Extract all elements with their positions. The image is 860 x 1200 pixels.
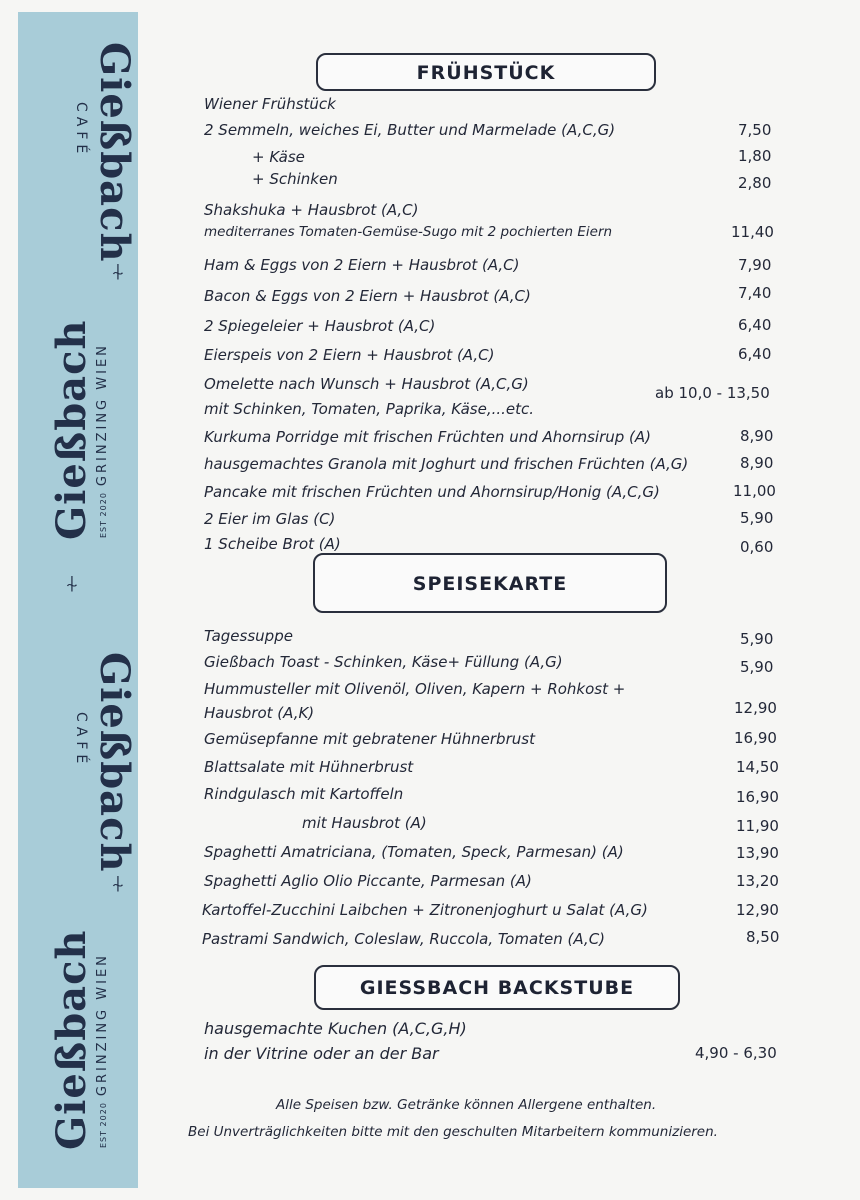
menu-price: 5,90 — [740, 658, 774, 676]
menu-item: Tagessuppe — [204, 627, 293, 645]
logo-cafe-label: CAFÉ — [73, 712, 89, 769]
menu-price: 1,80 — [738, 147, 772, 165]
menu-price: 13,20 — [736, 872, 779, 890]
menu-price: 12,90 — [736, 901, 779, 919]
logo-cafe-label: CAFÉ — [73, 102, 89, 159]
menu-price: 6,40 — [738, 316, 772, 334]
section-title: FRÜHSTÜCK — [416, 62, 556, 84]
logo-location: GRINZING WIEN — [95, 343, 110, 487]
allergen-note-2: Bei Unverträglichkeiten bitte mit den geschulten Mitarbeitern kommunizieren. — [188, 1124, 718, 1140]
menu-price: 11,90 — [736, 817, 779, 835]
menu-item: Eierspeis von 2 Eiern + Hausbrot (A,C) — [204, 346, 495, 364]
allergen-note: Alle Speisen bzw. Getränke können Allergene enthalten. — [276, 1097, 657, 1113]
menu-price: 5,90 — [740, 630, 774, 648]
logo-brand: Gießbach — [91, 652, 138, 873]
menu-item: Ham & Eggs von 2 Eiern + Hausbrot (A,C) — [204, 256, 520, 274]
menu-price: 8,50 — [746, 928, 780, 946]
menu-price: 8,90 — [740, 454, 774, 472]
menu-price: 5,90 — [740, 509, 774, 527]
menu-price: 4,90 - 6,30 — [695, 1044, 777, 1062]
menu-price: 7,90 — [738, 256, 772, 274]
section-title: GIESSBACH BACKSTUBE — [359, 977, 635, 999]
tree-icon: ⍭ — [111, 872, 125, 897]
menu-item: Hausbrot (A,K) — [204, 704, 315, 722]
menu-item: Shakshuka + Hausbrot (A,C) — [204, 201, 419, 219]
menu-item: hausgemachtes Granola mit Joghurt und frischen Früchten (A,G) — [204, 455, 689, 473]
menu-item: Omelette nach Wunsch + Hausbrot (A,C,G) — [204, 375, 529, 393]
menu-item: + Käse — [252, 148, 305, 166]
section-title: SPEISEKARTE — [412, 573, 568, 595]
menu-item: 2 Semmeln, weiches Ei, Butter und Marmelade (A,C,G) — [204, 121, 616, 139]
menu-price: 16,90 — [734, 729, 777, 747]
menu-item: Pancake mit frischen Früchten und Ahornsirup/Honig (A,C,G) — [204, 483, 660, 501]
menu-item: Blattsalate mit Hühnerbrust — [204, 758, 414, 776]
tree-icon: ⍭ — [111, 260, 125, 285]
menu-price: 6,40 — [738, 345, 772, 363]
menu-item: mediterranes Tomaten-Gemüse-Sugo mit 2 pochierten Eiern — [204, 224, 613, 240]
menu-price: 7,40 — [738, 284, 772, 302]
logo-est: EST 2020 — [99, 1102, 108, 1148]
menu-item: Spaghetti Amatriciana, (Tomaten, Speck, Parmesan) (A) — [204, 843, 624, 861]
menu-item: Gemüsepfanne mit gebratener Hühnerbrust — [204, 730, 535, 748]
menu-item: in der Vitrine oder an der Bar — [204, 1044, 439, 1063]
menu-item: Spaghetti Aglio Olio Piccante, Parmesan (A) — [204, 872, 532, 890]
tree-icon: ⍭ — [65, 572, 79, 597]
menu-item: Rindgulasch mit Kartoffeln — [204, 785, 404, 803]
menu-item: mit Schinken, Tomaten, Paprika, Käse,...etc. — [204, 400, 535, 418]
menu-price: 0,60 — [740, 538, 774, 556]
menu-price: 8,90 — [740, 427, 774, 445]
menu-item: Gießbach Toast - Schinken, Käse+ Füllung (A,G) — [204, 653, 563, 671]
logo-est: EST 2020 — [99, 492, 108, 538]
logo-brand: Gießbach — [48, 929, 95, 1150]
menu-price: 16,90 — [736, 788, 779, 806]
menu-item: Pastrami Sandwich, Coleslaw, Ruccola, Tomaten (A,C) — [202, 930, 606, 948]
menu-price: 11,00 — [733, 482, 776, 500]
menu-item: hausgemachte Kuchen (A,C,G,H) — [204, 1019, 467, 1038]
menu-item: Wiener Frühstück — [204, 95, 336, 113]
menu-price: 14,50 — [736, 758, 779, 776]
menu-item: + Schinken — [252, 170, 338, 188]
section-header-speisekarte — [313, 553, 667, 613]
menu-item: mit Hausbrot (A) — [302, 814, 427, 832]
logo-brand: Gießbach — [91, 42, 138, 263]
menu-item: 1 Scheibe Brot (A) — [204, 535, 341, 553]
section-header-fruehstueck — [316, 53, 656, 91]
menu-price: ab 10,0 - 13,50 — [655, 384, 770, 402]
menu-item: Bacon & Eggs von 2 Eiern + Hausbrot (A,C) — [204, 287, 531, 305]
menu-price: 2,80 — [738, 174, 772, 192]
menu-item: Kartoffel-Zucchini Laibchen + Zitronenjoghurt u Salat (A,G) — [202, 901, 648, 919]
menu-item: 2 Spiegeleier + Hausbrot (A,C) — [204, 317, 436, 335]
logo-brand: Gießbach — [48, 319, 95, 540]
menu-item: Kurkuma Porridge mit frischen Früchten und Ahornsirup (A) — [204, 428, 652, 446]
menu-item: Hummusteller mit Olivenöl, Oliven, Kapern + Rohkost + — [204, 680, 626, 698]
menu-price: 7,50 — [738, 121, 772, 139]
menu-price: 11,40 — [731, 223, 774, 241]
menu-item: 2 Eier im Glas (C) — [204, 510, 336, 528]
section-header-backstube — [314, 965, 680, 1010]
menu-price: 12,90 — [734, 699, 777, 717]
menu-price: 13,90 — [736, 844, 779, 862]
logo-location: GRINZING WIEN — [95, 953, 110, 1097]
